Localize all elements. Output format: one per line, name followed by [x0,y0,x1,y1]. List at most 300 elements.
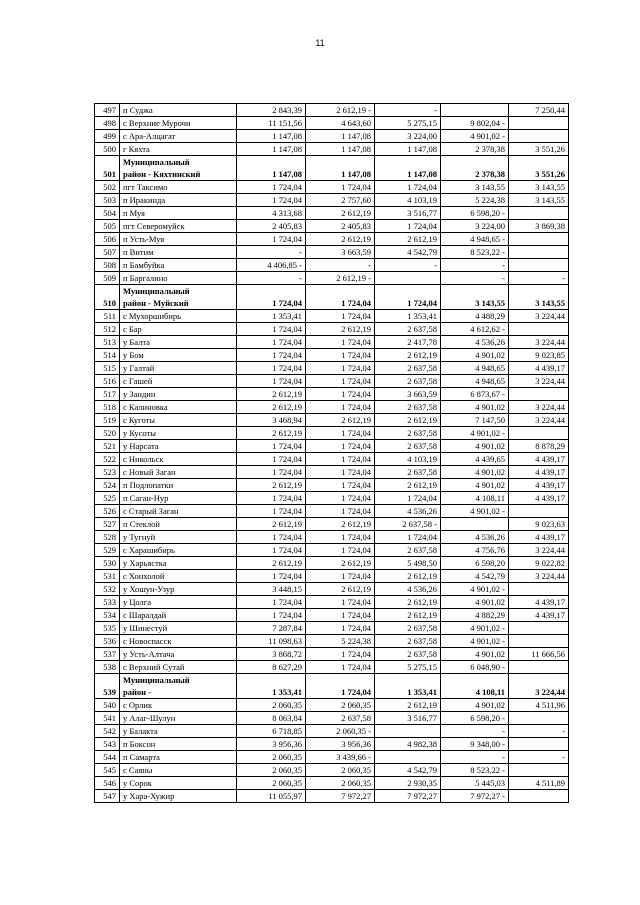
settlement-name-line: п Суджа [123,105,153,115]
settlement-name [120,259,237,272]
settlement-name-line: с Шаралдай [123,610,167,620]
row-number: 537 [95,648,120,661]
row-number: 500 [95,143,120,156]
settlement-name [120,104,237,117]
value-cell: 2 637,58 [375,362,441,375]
table-row [95,712,569,725]
value-cell: 4 439,17 [509,362,569,375]
value-cell: 3 551,26 [509,156,569,181]
value-cell: 1 724,04 [237,375,306,388]
settlement-name [120,531,237,544]
settlement-name [120,674,237,699]
settlement-name [120,336,237,349]
settlement-name [120,661,237,674]
row-number: 503 [95,194,120,207]
tariff-table [94,103,569,803]
table-row [95,725,569,738]
value-cell: 2 637,58 [375,635,441,648]
value-cell [509,233,569,246]
value-cell: 4 103,19 [375,194,441,207]
value-cell: 1 724,04 [306,544,375,557]
settlement-name [120,622,237,635]
value-cell: 11 666,56 [509,648,569,661]
table-body [95,104,569,803]
row-number: 514 [95,349,120,362]
settlement-name [120,401,237,414]
settlement-name [120,220,237,233]
settlement-name-line: Муниципальный [123,675,190,685]
row-number: 502 [95,181,120,194]
value-cell: 7 972,27 [375,790,441,803]
settlement-name-line: с Старый Заган [123,506,179,516]
value-cell: 3 224,44 [509,336,569,349]
value-cell: 3 224,44 [509,570,569,583]
value-cell: - [306,259,375,272]
value-cell: 1 724,04 [237,492,306,505]
row-number: 512 [95,323,120,336]
value-cell: 6 598,20 [441,557,509,570]
value-cell: - [441,725,509,738]
settlement-name-line: у Балта [123,337,150,347]
value-cell: 2 612,19 [375,570,441,583]
settlement-name [120,117,237,130]
value-cell: 1 724,04 [237,181,306,194]
value-cell: 4 439,17 [509,479,569,492]
table-row [95,181,569,194]
value-cell: 1 724,04 [306,648,375,661]
value-cell: 5 445,03 [441,777,509,790]
value-cell: 7 250,44 [509,104,569,117]
row-number: 507 [95,246,120,259]
value-cell: 2 637,58 [375,427,441,440]
value-cell: 4 542,79 [441,570,509,583]
value-cell: 4 882,29 [441,609,509,622]
table-row [95,104,569,117]
value-cell [375,272,441,285]
value-cell: 4 901,02 [441,349,509,362]
value-cell: 1 147,08 [306,156,375,181]
value-cell: 1 724,04 [237,362,306,375]
settlement-name [120,375,237,388]
settlement-name [120,207,237,220]
settlement-name-line: с Бар [123,324,142,334]
row-number: 544 [95,751,120,764]
value-cell: 4 439,17 [509,453,569,466]
value-cell: 2 637,58 - [375,518,441,531]
row-number: 497 [95,104,120,117]
row-number: 538 [95,661,120,674]
settlement-name [120,181,237,194]
settlement-name-line: у Кусоты [123,428,156,438]
value-cell: 4 901,02 - [441,130,509,143]
settlement-name-line: у Хара-Хужир [123,791,175,801]
table-row [95,220,569,233]
settlement-name-line: у Нарсата [123,441,159,451]
value-cell: 7 147,50 [441,414,509,427]
value-cell: 2 612,19 [237,401,306,414]
table-row [95,777,569,790]
value-cell: 2 612,19 [306,233,375,246]
settlement-name-line: с Новоспасск [123,636,172,646]
value-cell: 2 637,58 [375,544,441,557]
row-number: 513 [95,336,120,349]
settlement-name-line: п Муя [123,208,145,218]
row-number: 505 [95,220,120,233]
table-row [95,764,569,777]
value-cell: 4 901,02 [441,401,509,414]
settlement-name [120,194,237,207]
settlement-name [120,738,237,751]
value-cell: 3 224,44 [509,401,569,414]
table-row [95,583,569,596]
value-cell: 3 224,44 [509,375,569,388]
settlement-name [120,479,237,492]
value-cell [509,790,569,803]
value-cell: 6 048,90 - [441,661,509,674]
settlement-name-line: с Мухоршибирь [123,311,182,321]
settlement-name-line: п Боксон [123,739,156,749]
settlement-name-line: п Иракинда [123,195,166,205]
row-number: 541 [95,712,120,725]
value-cell: 1 724,04 [306,596,375,609]
table-row [95,401,569,414]
value-cell: 2 637,58 [375,323,441,336]
table-row [95,531,569,544]
table-row [95,194,569,207]
value-cell: 2 637,58 [375,622,441,635]
value-cell: 3 224,44 [509,544,569,557]
value-cell: 4 948,65 [441,375,509,388]
settlement-name-line: с Гашей [123,376,153,386]
value-cell: 2 612,19 - [306,272,375,285]
value-cell: 1 724,04 [237,453,306,466]
table-row [95,156,569,181]
value-cell: 2 757,60 [306,194,375,207]
settlement-name [120,725,237,738]
value-cell: 2 637,58 [375,440,441,453]
value-cell: 1 724,04 [237,440,306,453]
value-cell: 4 901,02 - [441,635,509,648]
table-row [95,143,569,156]
value-cell: 7 287,84 [237,622,306,635]
settlement-name-line: пгт Таксимо [123,182,168,192]
table-row [95,375,569,388]
row-number: 525 [95,492,120,505]
value-cell: 3 224,44 [509,414,569,427]
value-cell: 4 406,85 - [237,259,306,272]
table-row [95,259,569,272]
value-cell: 3 224,00 [441,220,509,233]
settlement-name-line: с Куготы [123,415,156,425]
value-cell [509,246,569,259]
value-cell: 3 143,55 [509,181,569,194]
table-row [95,674,569,699]
value-cell: 1 724,04 [375,531,441,544]
value-cell: 1 724,04 [375,285,441,310]
value-cell: 2 612,19 [375,596,441,609]
value-cell: 2 612,19 [237,557,306,570]
settlement-name-line: п Бамбуйка [123,260,165,270]
value-cell: 2 612,19 [375,609,441,622]
value-cell: 1 724,04 [306,310,375,323]
row-number: 542 [95,725,120,738]
row-number: 526 [95,505,120,518]
value-cell: 4 511,89 [509,777,569,790]
table-row [95,427,569,440]
value-cell: 2 417,78 [375,336,441,349]
table-row [95,492,569,505]
table-row [95,285,569,310]
settlement-name [120,414,237,427]
settlement-name [120,349,237,362]
value-cell: 4 901,02 [441,596,509,609]
row-number: 533 [95,596,120,609]
value-cell: 1 724,04 [306,440,375,453]
value-cell: 2 612,19 [375,233,441,246]
value-cell: 1 147,08 [237,156,306,181]
value-cell: 1 353,41 [375,310,441,323]
table-row [95,570,569,583]
value-cell: 1 724,04 [237,336,306,349]
value-cell: 3 468,94 [237,414,306,427]
settlement-name [120,635,237,648]
value-cell: 5 498,50 [375,557,441,570]
settlement-name [120,699,237,712]
value-cell: 2 060,35 [237,777,306,790]
value-cell: 6 598,20 - [441,712,509,725]
table-row [95,233,569,246]
settlement-name-line: Муниципальный [123,157,190,167]
table-row [95,609,569,622]
value-cell: 4 901,02 [441,648,509,661]
value-cell [509,388,569,401]
value-cell [509,207,569,220]
settlement-name-line: с Верхний Сутай [123,662,185,672]
value-cell: 3 224,00 [375,130,441,143]
value-cell [509,117,569,130]
table-row [95,466,569,479]
row-number: 528 [95,531,120,544]
value-cell: 2 612,19 [306,583,375,596]
row-number: 524 [95,479,120,492]
settlement-name-line: Муниципальный [123,286,190,296]
value-cell: 1 724,04 [237,596,306,609]
settlement-name [120,648,237,661]
table-row [95,751,569,764]
value-cell: 2 060,35 [306,699,375,712]
table-row [95,518,569,531]
row-number: 501 [95,156,120,181]
value-cell: 2 612,19 [375,479,441,492]
value-cell: 1 147,08 [237,143,306,156]
value-cell: 1 724,04 [375,492,441,505]
value-cell: 2 637,58 [306,712,375,725]
value-cell: 2 612,19 [375,699,441,712]
table-row [95,505,569,518]
value-cell: 3 663,59 [306,246,375,259]
value-cell: 4 542,79 [375,246,441,259]
value-cell: 2 060,35 [306,777,375,790]
value-cell: 4 439,17 [509,531,569,544]
value-cell: 2 930,35 [375,777,441,790]
value-cell: 4 901,02 - [441,622,509,635]
settlement-name [120,453,237,466]
value-cell: 1 724,04 [306,181,375,194]
value-cell: 7 972,27 [306,790,375,803]
value-cell: 4 536,26 [375,505,441,518]
value-cell [509,323,569,336]
value-cell: 8 627,29 [237,661,306,674]
settlement-name-line: у Сорок [123,778,152,788]
row-number: 534 [95,609,120,622]
value-cell: 1 724,04 [237,194,306,207]
row-number: 521 [95,440,120,453]
value-cell: 2 637,58 [375,375,441,388]
settlement-name-line: у Балакта [123,726,158,736]
settlement-name-line: с Орлик [123,700,153,710]
value-cell: 1 724,04 [306,661,375,674]
value-cell: 11 055,97 [237,790,306,803]
settlement-name-line: п Подлопатки [123,480,174,490]
value-cell: 4 439,17 [509,609,569,622]
value-cell: 2 612,19 [375,414,441,427]
value-cell: - [375,259,441,272]
value-cell: 3 224,44 [509,674,569,699]
table-row [95,349,569,362]
value-cell: 5 275,15 [375,661,441,674]
settlement-name-line: район - Муйский [123,298,189,308]
value-cell: 2 612,19 [306,518,375,531]
row-number: 498 [95,117,120,130]
value-cell: 1 724,04 [306,349,375,362]
settlement-name-line: с Верхние Мурочи [123,118,191,128]
value-cell: 1 353,41 [375,674,441,699]
value-cell: 1 724,04 [306,531,375,544]
table-row [95,544,569,557]
value-cell: 4 612,62 - [441,323,509,336]
value-cell: 1 147,08 [306,130,375,143]
settlement-name-line: пгт Северомуйск [123,221,185,231]
settlement-name [120,246,237,259]
settlement-name [120,285,237,310]
value-cell: 2 637,58 [375,401,441,414]
settlement-name [120,233,237,246]
table-row [95,272,569,285]
value-cell: 3 143,55 [509,194,569,207]
value-cell: 4 536,26 [375,583,441,596]
value-cell: 2 612,19 [237,388,306,401]
value-cell: 1 353,41 [237,310,306,323]
settlement-name-line: п Самарта [123,752,160,762]
value-cell [509,764,569,777]
value-cell: 1 724,04 [306,388,375,401]
row-number: 518 [95,401,120,414]
settlement-name-line: п Баргалино [123,273,168,283]
value-cell: 1 724,04 [306,674,375,699]
settlement-name [120,388,237,401]
settlement-name-line: п Усть-Муя [123,234,165,244]
value-cell: 1 724,04 [237,505,306,518]
settlement-name [120,544,237,557]
table-row [95,622,569,635]
settlement-name [120,440,237,453]
value-cell: 4 901,02 [441,466,509,479]
settlement-name-line: у Галтай [123,363,155,373]
settlement-name-line: у Харьястка [123,558,167,568]
value-cell: 1 147,08 [237,130,306,143]
settlement-name [120,362,237,375]
row-number: 545 [95,764,120,777]
settlement-name-line: у Хошун-Узур [123,584,175,594]
value-cell: 4 901,02 - [441,505,509,518]
value-cell: 1 724,04 [237,544,306,557]
settlement-name [120,570,237,583]
value-cell: 5 275,15 [375,117,441,130]
settlement-name-line: с Ара-Алцагат [123,131,176,141]
value-cell: 2 612,19 [306,207,375,220]
value-cell: - [509,751,569,764]
settlement-name-line: с Саяны [123,765,153,775]
row-number: 515 [95,362,120,375]
value-cell: - [441,751,509,764]
value-cell: 9 348,00 - [441,738,509,751]
value-cell: 4 108,11 [441,674,509,699]
settlement-name [120,156,237,181]
settlement-name [120,505,237,518]
value-cell: 2 378,38 [441,143,509,156]
row-number: 499 [95,130,120,143]
value-cell: 1 724,04 [306,336,375,349]
value-cell: 1 724,04 [306,427,375,440]
value-cell: 7 972,27 - [441,790,509,803]
value-cell: 8 523,22 - [441,764,509,777]
value-cell: 2 378,38 [441,156,509,181]
value-cell: 11 098,63 [237,635,306,648]
value-cell: 1 724,04 [237,233,306,246]
row-number: 506 [95,233,120,246]
value-cell: 1 353,41 [237,674,306,699]
value-cell: - [375,104,441,117]
value-cell: 2 612,19 [306,557,375,570]
row-number: 522 [95,453,120,466]
value-cell: 2 612,19 [306,323,375,336]
value-cell [375,751,441,764]
settlement-name-line: г Кяхта [123,144,150,154]
value-cell [509,661,569,674]
settlement-name-line: у Бом [123,350,144,360]
value-cell: 4 901,02 [441,440,509,453]
settlement-name-line: у Усть-Алтача [123,649,175,659]
value-cell: - [509,272,569,285]
value-cell: 3 143,55 [509,285,569,310]
settlement-name [120,310,237,323]
value-cell: 1 724,04 [306,479,375,492]
value-cell: 2 637,58 [375,466,441,479]
value-cell: 4 439,17 [509,492,569,505]
value-cell: 1 724,04 [306,375,375,388]
table-row [95,336,569,349]
value-cell: 4 901,02 [441,699,509,712]
value-cell: 9 802,04 - [441,117,509,130]
value-cell: - [509,725,569,738]
value-cell [509,622,569,635]
table-row [95,479,569,492]
value-cell: 4 901,02 - [441,427,509,440]
value-cell: 3 868,72 [237,648,306,661]
table-row [95,453,569,466]
settlement-name-line: у Тугнуй [123,532,156,542]
value-cell: 11 151,56 [237,117,306,130]
